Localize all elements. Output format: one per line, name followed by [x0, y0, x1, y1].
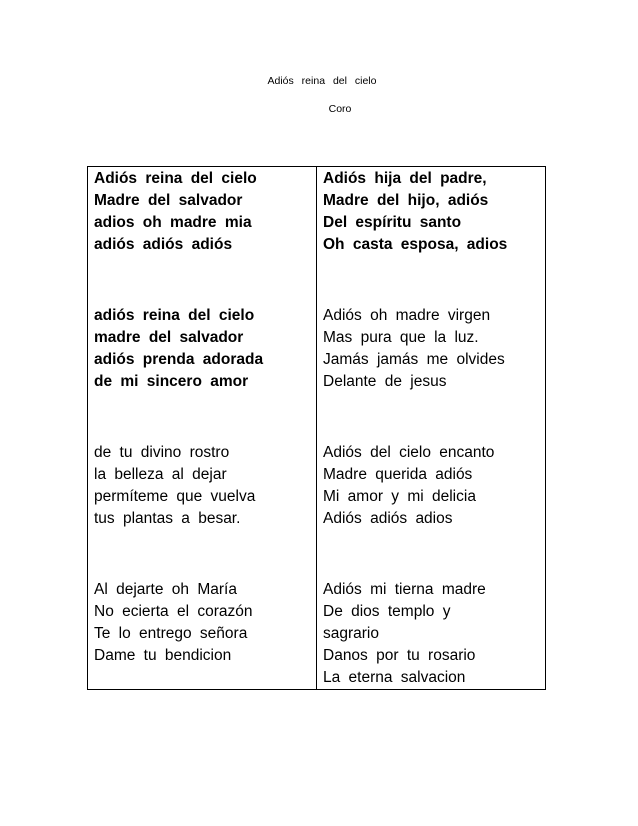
lyric-line: Oh casta esposa, adios: [323, 236, 508, 253]
lyric-line: Mas pura que la luz.: [323, 329, 479, 346]
lyric-line: Del espíritu santo: [323, 214, 462, 231]
lyric-line: Delante de jesus: [323, 373, 447, 390]
lyric-line: adiós reina del cielo: [94, 307, 255, 324]
left-column-cell: [88, 167, 317, 690]
left-stanza-1: [88, 168, 316, 256]
right-column-cell: [317, 167, 546, 690]
lyric-line: Dame tu bendicion: [94, 647, 232, 664]
left-stanza-4: [88, 579, 316, 667]
right-stanza-3: [317, 442, 545, 530]
lyric-line: tus plantas a besar.: [94, 510, 241, 527]
left-stanza-2: [88, 305, 316, 393]
lyric-line: Danos por tu rosario: [323, 647, 476, 664]
lyric-line: Te lo entrego señora: [94, 625, 248, 642]
table-row: [88, 167, 546, 690]
song-title: Adiós reina del cielo: [267, 75, 377, 87]
lyric-line: de tu divino rostro: [94, 444, 230, 461]
lyric-line: Adiós del cielo encanto: [323, 444, 495, 461]
lyrics-table: [87, 166, 546, 690]
lyric-line: de mi sincero amor: [94, 373, 249, 390]
right-stanza-4: [317, 579, 545, 689]
lyric-line: La eterna salvacion: [323, 669, 466, 686]
lyric-line: De dios templo y: [323, 603, 451, 620]
lyric-line: permíteme que vuelva: [94, 488, 256, 505]
lyric-line: adiós prenda adorada: [94, 351, 264, 368]
lyric-line: Madre querida adiós: [323, 466, 473, 483]
right-stanza-2: [317, 305, 545, 393]
lyric-line: Adiós adiós adios: [323, 510, 453, 527]
lyric-line: la belleza al dejar: [94, 466, 227, 483]
lyric-line: adios oh madre mia: [94, 214, 252, 231]
lyric-line: Madre del salvador: [94, 192, 243, 209]
lyric-line: madre del salvador: [94, 329, 244, 346]
lyric-line: Adiós hija del padre,: [323, 170, 487, 187]
chorus-label: Coro: [328, 103, 352, 115]
lyric-line: Adiós reina del cielo: [94, 170, 257, 187]
lyric-line: Madre del hijo, adiós: [323, 192, 489, 209]
lyric-line: Jamás jamás me olvides: [323, 351, 505, 368]
right-stanza-1: [317, 168, 545, 256]
left-stanza-3: [88, 442, 316, 530]
lyric-line: Adiós mi tierna madre: [323, 581, 486, 598]
lyric-line: sagrario: [323, 625, 379, 642]
lyric-line: Mi amor y mi delicia: [323, 488, 476, 505]
lyric-line: No ecierta el corazón: [94, 603, 253, 620]
lyric-line: adiós adiós adiós: [94, 236, 233, 253]
lyric-line: Al dejarte oh María: [94, 581, 237, 598]
lyric-line: Adiós oh madre virgen: [323, 307, 491, 324]
